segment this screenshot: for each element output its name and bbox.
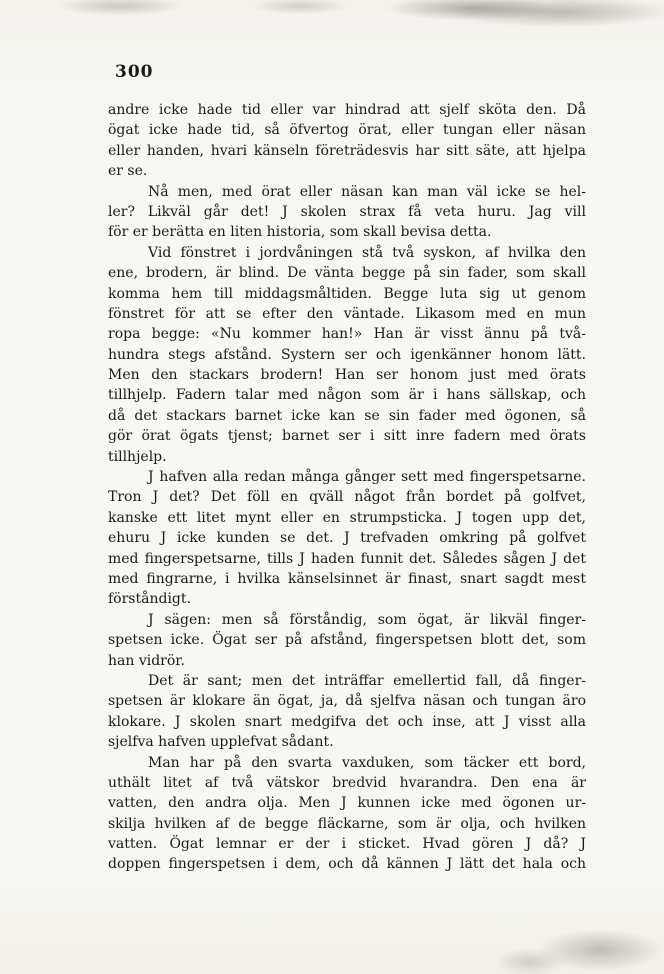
paragraph xyxy=(108,753,586,875)
text-line: med fingrarne, i hvilka känselsinnet är finast, snart sagdt mest xyxy=(108,570,586,587)
paragraph xyxy=(108,467,586,610)
text-line: vatten, den andra olja. Men J kunnen icke med ögonen ur- xyxy=(108,795,586,812)
text-line: fönstret för att se efter den väntade. Likasom med en mun xyxy=(108,305,586,322)
text-line: tillhjelp. Fadern talar med någon som är i hans sällskap, och xyxy=(108,387,586,404)
text-line: andre icke hade tid eller var hindrad att sjelf sköta den. Då xyxy=(108,102,586,118)
text-line: hundra stegs afstånd. Systern ser och igenkänner honom lätt. xyxy=(108,346,586,363)
text-line: ler? Likväl går det! J skolen strax få veta huru. Jag vill xyxy=(108,203,586,220)
paragraph xyxy=(108,182,586,243)
text-line: komma hem till middagsmåltiden. Begge luta sig ut genom xyxy=(108,285,586,302)
text-line: ögat icke hade tid, så öfvertog örat, eller tungan eller näsan xyxy=(108,122,586,139)
text-line: kanske ett litet mynt eller en strumpsticka. J togen upp det, xyxy=(108,509,586,526)
text-line: ene, brodern, är blind. De vänta begge på sin fader, som skall xyxy=(108,265,586,282)
text-line: tillhjelp. xyxy=(108,448,167,465)
text-line: J sägen: men så förståndig, som ögat, är likväl finger- xyxy=(148,611,586,628)
text-line: Tron J det? Det föll en qväll något från bordet på golfvet, xyxy=(108,489,586,506)
text-line: då det stackars barnet icke kan se sin fader med ögonen, så xyxy=(108,407,586,424)
text-line: klokare. J skolen snart medgifva det och inse, att J visst alla xyxy=(108,713,586,730)
text-line: spetsen icke. Ögat ser på afstånd, fingerspetsen blott det, som xyxy=(108,632,586,649)
text-line: ehuru J icke kunden se det. J trefvaden omkring på golfvet xyxy=(108,530,586,547)
text-line: eller handen, hvari känseln företrädesvis har sitt säte, att hjelpa xyxy=(108,142,586,159)
text-line: han vidrör. xyxy=(108,652,185,669)
text-line: för er berätta en liten historia, som skall bevisa detta. xyxy=(108,224,492,241)
body-text xyxy=(108,100,586,875)
paragraph xyxy=(108,610,586,671)
page-number: 300 xyxy=(115,62,154,82)
text-line: förståndigt. xyxy=(108,591,191,608)
text-line: doppen fingerspetsen i dem, och då kännen J lätt det hala och xyxy=(108,856,586,873)
paragraph xyxy=(108,671,586,753)
text-line: J hafven alla redan många gånger sett med fingerspetsarne. xyxy=(148,469,586,486)
page-stain-top xyxy=(0,0,664,45)
text-line: Men den stackars brodern! Han ser honom just med örats xyxy=(108,367,586,384)
paragraph xyxy=(108,243,586,467)
text-line: Nå men, med örat eller näsan kan man väl icke se hel- xyxy=(148,183,586,200)
text-line: ropa begge: «Nu kommer han!» Han är visst ännu på två- xyxy=(108,326,586,343)
text-line: sjelfva hafven upplefvat sådant. xyxy=(108,734,334,751)
text-line: med fingerspetsarne, tills J haden funnit det. Således sågen J det xyxy=(108,550,586,567)
text-line: vatten. Ögat lemnar er der i sticket. Hvad gören J då? J xyxy=(108,836,586,853)
text-line: Vid fönstret i jordvåningen stå två syskon, af hvilka den xyxy=(148,244,586,261)
page-stain-bottom xyxy=(430,900,664,974)
text-line: gör örat ögats tjenst; barnet ser i sitt inre fadern med örats xyxy=(108,428,586,445)
text-line: uthält litet af två vätskor bredvid hvarandra. Den ena är xyxy=(108,774,586,791)
paragraph xyxy=(108,100,586,182)
text-line: Man har på den svarta vaxduken, som täcker ett bord, xyxy=(148,754,586,771)
text-line: spetsen är klokare än ögat, ja, då sjelfva näsan och tungan äro xyxy=(108,693,586,710)
text-line: er se. xyxy=(108,163,148,180)
text-line: skilja hvilken af de begge fläckarne, som är olja, och hvilken xyxy=(108,815,586,832)
text-line: Det är sant; men det inträffar emellertid fall, då finger- xyxy=(148,672,586,689)
